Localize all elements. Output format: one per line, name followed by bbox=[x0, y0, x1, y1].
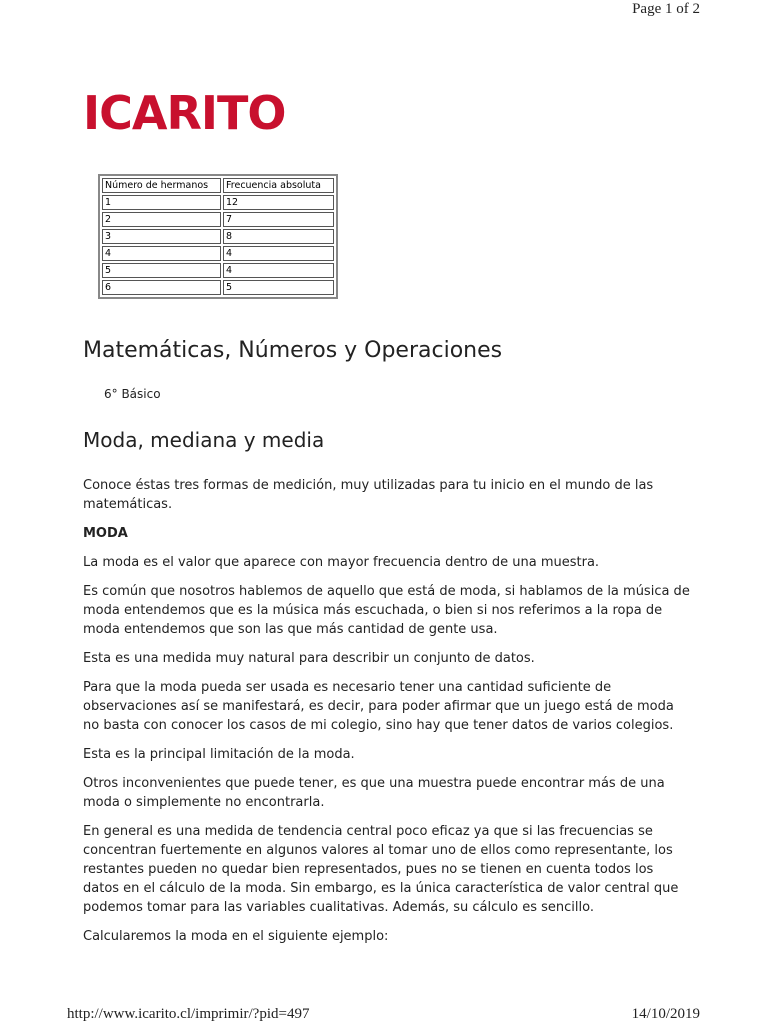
paragraph: Esta es una medida muy natural para describir un conjunto de datos. bbox=[83, 650, 535, 666]
paragraph: Otros inconvenientes que puede tener, es que una muestra puede encontrar más de una moda o simplemente no encontrarla. bbox=[83, 775, 665, 810]
table-row bbox=[102, 195, 334, 210]
table-cell: 5 bbox=[223, 280, 334, 295]
table-cell: 4 bbox=[223, 263, 334, 278]
paragraph: Esta es la principal limitación de la moda. bbox=[83, 746, 355, 762]
paragraph: La moda es el valor que aparece con mayor frecuencia dentro de una muestra. bbox=[83, 554, 600, 570]
footer-url: http://www.icarito.cl/imprimir/?pid=497 bbox=[67, 1006, 310, 1022]
table-cell: 8 bbox=[223, 229, 334, 244]
table-cell: 4 bbox=[102, 246, 221, 261]
article-body bbox=[83, 476, 693, 956]
table-cell: 6 bbox=[102, 280, 221, 295]
table-cell: 7 bbox=[223, 212, 334, 227]
table-cell: 12 bbox=[223, 195, 334, 210]
section-heading-moda: MODA bbox=[83, 526, 128, 541]
table-row bbox=[102, 280, 334, 295]
footer-date: 14/10/2019 bbox=[631, 1006, 700, 1022]
paragraph: Para que la moda pueda ser usada es necesario tener una cantidad suficiente de observaciones así se manifestará, es decir, para poder afirmar que un juego está de moda no basta con conocer los casos de mi colegio, sino hay que tener datos de varios colegios. bbox=[83, 679, 674, 733]
page-title: Matemáticas, Números y Operaciones bbox=[83, 338, 503, 363]
table-cell: 3 bbox=[102, 229, 221, 244]
frequency-table bbox=[98, 174, 338, 299]
table-row bbox=[102, 229, 334, 244]
intro-paragraph: Conoce éstas tres formas de medición, muy utilizadas para tu inicio en el mundo de las matemáticas. bbox=[83, 478, 654, 513]
paragraph: En general es una medida de tendencia central poco eficaz ya que si las frecuencias se concentran fuertemente en algunos valores al tomar uno de ellos como representante, los restantes pueden no quedar bien representados, pues no se tienen en cuenta todos los datos en el cálculo de la moda. Sin embargo, es la única característica de valor central que podemos tomar para las variables cualitativas. Además, su cálculo es sencillo. bbox=[83, 823, 679, 916]
table-row bbox=[102, 212, 334, 227]
grade-label: 6° Básico bbox=[104, 387, 161, 401]
table-cell: 2 bbox=[102, 212, 221, 227]
table-cell: 4 bbox=[223, 246, 334, 261]
paragraph: Calcularemos la moda en el siguiente ejemplo: bbox=[83, 929, 389, 945]
table-row bbox=[102, 263, 334, 278]
table-header-row bbox=[102, 178, 334, 193]
column-header-frequency: Frecuencia absoluta bbox=[223, 178, 334, 193]
table-cell: 1 bbox=[102, 195, 221, 210]
table-cell: 5 bbox=[102, 263, 221, 278]
paragraph: Es común que nosotros hablemos de aquello que está de moda, si hablamos de la música de moda entendemos que es la música más escuchada, o bien si nos referimos a la ropa de moda entendemos que son las que más cantidad de gente usa. bbox=[83, 583, 690, 637]
column-header-siblings: Número de hermanos bbox=[102, 178, 221, 193]
table-row bbox=[102, 246, 334, 261]
article-subtitle: Moda, mediana y media bbox=[83, 428, 325, 452]
icarito-logo: ICARITO bbox=[83, 86, 286, 140]
page-indicator: Page 1 of 2 bbox=[632, 1, 700, 17]
